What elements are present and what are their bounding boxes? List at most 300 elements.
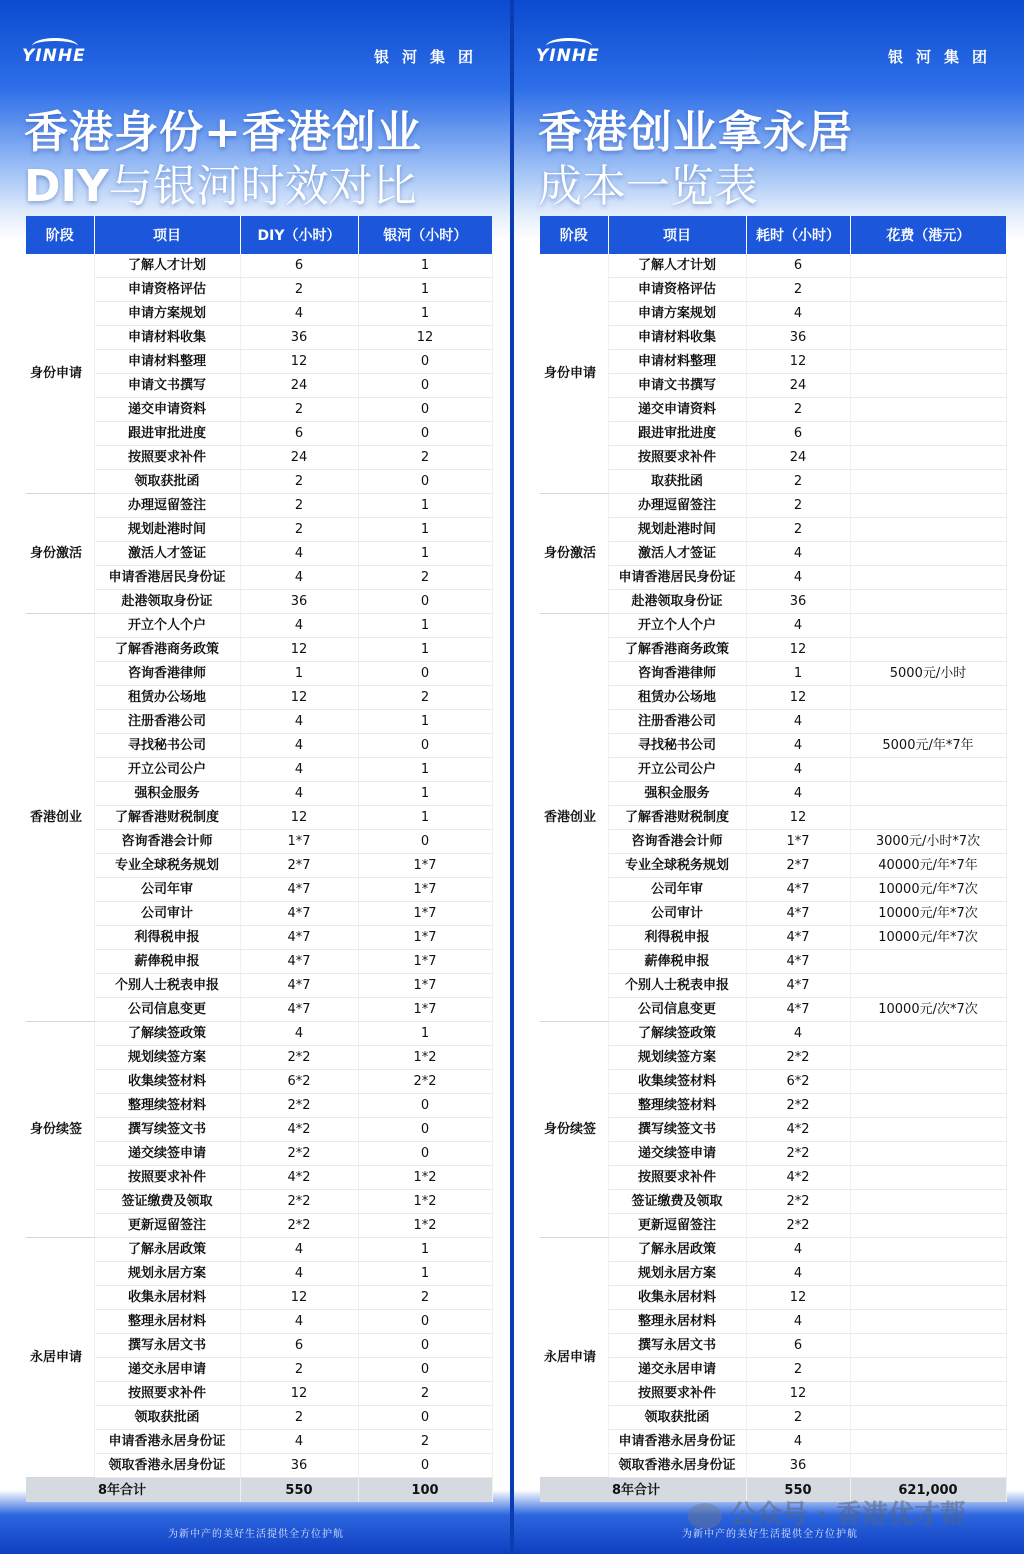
item-cell: 公司审计: [94, 902, 240, 926]
value-cell: 12: [746, 1382, 850, 1406]
value2-cell: [850, 1214, 1006, 1238]
item-cell: 寻找秘书公司: [94, 734, 240, 758]
right-poster: [512, 0, 1024, 1554]
item-cell: 规划赴港时间: [608, 518, 746, 542]
table-row: [26, 422, 492, 446]
company-name: 银河集团: [373, 48, 486, 66]
value2-cell: [850, 566, 1006, 590]
value-cell: 4: [746, 1262, 850, 1286]
table-header: [540, 216, 1006, 254]
stage-cell: 身份申请: [540, 254, 608, 494]
value-cell: 4*2: [746, 1118, 850, 1142]
item-cell: 规划续签方案: [608, 1046, 746, 1070]
value2-cell: 1: [358, 278, 492, 302]
header-yinhe: 银河（小时）: [358, 216, 492, 254]
item-cell: 申请材料收集: [608, 326, 746, 350]
table-row: [540, 1358, 1006, 1382]
table-row: [26, 974, 492, 998]
value-cell: 2*2: [746, 1142, 850, 1166]
item-cell: 办理逗留签注: [608, 494, 746, 518]
value2-cell: [850, 302, 1006, 326]
value-cell: 2: [240, 398, 358, 422]
table-row: [540, 878, 1006, 902]
value2-cell: 2*2: [358, 1070, 492, 1094]
header-stage: 阶段: [26, 216, 94, 254]
table-row: [540, 254, 1006, 278]
value2-cell: [850, 1382, 1006, 1406]
value2-cell: 0: [358, 662, 492, 686]
value-cell: 4*7: [746, 998, 850, 1022]
value-cell: 2*7: [240, 854, 358, 878]
value2-cell: [850, 1070, 1006, 1094]
value-cell: 2: [240, 1406, 358, 1430]
value-cell: 36: [240, 590, 358, 614]
item-cell: 递交续签申请: [94, 1142, 240, 1166]
table-row: [26, 1094, 492, 1118]
stage-cell: 永居申请: [540, 1238, 608, 1478]
value-cell: 1*7: [746, 830, 850, 854]
table-row: [26, 854, 492, 878]
item-cell: 更新逗留签注: [608, 1214, 746, 1238]
value2-cell: 0: [358, 470, 492, 494]
value-cell: 4: [240, 1238, 358, 1262]
item-cell: 个别人士税表申报: [608, 974, 746, 998]
table-row: [26, 806, 492, 830]
item-cell: 注册香港公司: [94, 710, 240, 734]
table-row: [26, 302, 492, 326]
item-cell: 公司信息变更: [608, 998, 746, 1022]
value2-cell: [850, 470, 1006, 494]
value2-cell: 2: [358, 1286, 492, 1310]
item-cell: 申请方案规划: [94, 302, 240, 326]
table-row: [26, 830, 492, 854]
item-cell: 递交续签申请: [608, 1142, 746, 1166]
value-cell: 4*7: [240, 998, 358, 1022]
item-cell: 规划续签方案: [94, 1046, 240, 1070]
value2-cell: 1: [358, 782, 492, 806]
value2-cell: [850, 1334, 1006, 1358]
item-cell: 收集永居材料: [608, 1286, 746, 1310]
value-cell: 6: [746, 1334, 850, 1358]
table-row: [540, 686, 1006, 710]
item-cell: 利得税申报: [608, 926, 746, 950]
value-cell: 4: [240, 782, 358, 806]
page-subtitle: DIY与银河时效对比: [24, 161, 417, 212]
item-cell: 整理永居材料: [94, 1310, 240, 1334]
item-cell: 咨询香港会计师: [94, 830, 240, 854]
value2-cell: 10000元/次*7次: [850, 998, 1006, 1022]
value-cell: 4: [240, 1310, 358, 1334]
item-cell: 申请文书撰写: [608, 374, 746, 398]
table-row: [26, 1190, 492, 1214]
item-cell: 了解续签政策: [608, 1022, 746, 1046]
item-cell: 领取香港永居身份证: [94, 1454, 240, 1478]
value2-cell: 0: [358, 1358, 492, 1382]
value2-cell: [850, 1286, 1006, 1310]
item-cell: 收集永居材料: [94, 1286, 240, 1310]
table-row: [540, 590, 1006, 614]
stage-cell: 身份激活: [26, 494, 94, 614]
item-cell: 个别人士税表申报: [94, 974, 240, 998]
table-row: [26, 1046, 492, 1070]
item-cell: 了解续签政策: [94, 1022, 240, 1046]
table-row: [540, 1142, 1006, 1166]
table-row: [26, 1214, 492, 1238]
value-cell: 4*7: [240, 878, 358, 902]
value2-cell: 1*7: [358, 998, 492, 1022]
value2-cell: 12: [358, 326, 492, 350]
item-cell: 了解永居政策: [94, 1238, 240, 1262]
table-row: [26, 686, 492, 710]
value-cell: 4: [746, 1022, 850, 1046]
item-cell: 咨询香港律师: [608, 662, 746, 686]
value-cell: 12: [746, 350, 850, 374]
value2-cell: 0: [358, 590, 492, 614]
value2-cell: [850, 1118, 1006, 1142]
table-row: [540, 926, 1006, 950]
value-cell: 4*7: [746, 974, 850, 998]
value2-cell: [850, 710, 1006, 734]
value-cell: 4*2: [746, 1166, 850, 1190]
value2-cell: [850, 1430, 1006, 1454]
value2-cell: [850, 1454, 1006, 1478]
value2-cell: [850, 326, 1006, 350]
value2-cell: 3000元/小时*7次: [850, 830, 1006, 854]
item-cell: 递交申请资料: [94, 398, 240, 422]
header-item: 项目: [608, 216, 746, 254]
value-cell: 2*2: [240, 1046, 358, 1070]
value2-cell: [850, 518, 1006, 542]
page-subtitle: 成本一览表: [538, 161, 758, 212]
header-cost: 花费（港元）: [850, 216, 1006, 254]
table-row: [540, 566, 1006, 590]
table-row: [540, 350, 1006, 374]
value2-cell: 1: [358, 614, 492, 638]
value2-cell: [850, 350, 1006, 374]
comparison-table: [26, 216, 492, 1502]
table-row: [26, 374, 492, 398]
item-cell: 签证缴费及领取: [94, 1190, 240, 1214]
table-row: [26, 1382, 492, 1406]
table-row: [540, 1118, 1006, 1142]
item-cell: 专业全球税务规划: [608, 854, 746, 878]
item-cell: 开立公司公户: [94, 758, 240, 782]
item-cell: 递交永居申请: [608, 1358, 746, 1382]
value2-cell: [850, 374, 1006, 398]
item-cell: 申请香港居民身份证: [608, 566, 746, 590]
value-cell: 4: [746, 782, 850, 806]
item-cell: 了解香港商务政策: [608, 638, 746, 662]
table-row: [540, 758, 1006, 782]
table-row: [26, 350, 492, 374]
total-value: 550: [746, 1478, 850, 1502]
value2-cell: 1*7: [358, 854, 492, 878]
table-row: [540, 950, 1006, 974]
table-row: [540, 494, 1006, 518]
value2-cell: 1: [358, 1262, 492, 1286]
value2-cell: [850, 1406, 1006, 1430]
value2-cell: [850, 422, 1006, 446]
value2-cell: 0: [358, 1142, 492, 1166]
table-row: [540, 422, 1006, 446]
value-cell: 4*2: [240, 1118, 358, 1142]
value-cell: 12: [240, 806, 358, 830]
table-row: [26, 470, 492, 494]
table-row: [26, 926, 492, 950]
value2-cell: [850, 446, 1006, 470]
item-cell: 租赁办公场地: [94, 686, 240, 710]
value-cell: 2: [746, 470, 850, 494]
value2-cell: 0: [358, 422, 492, 446]
value2-cell: [850, 1022, 1006, 1046]
value-cell: 4: [240, 1022, 358, 1046]
item-cell: 了解香港财税制度: [94, 806, 240, 830]
value-cell: 2*2: [746, 1190, 850, 1214]
item-cell: 了解人才计划: [608, 254, 746, 278]
value-cell: 4: [746, 758, 850, 782]
value-cell: 4: [240, 302, 358, 326]
value-cell: 4: [240, 1262, 358, 1286]
item-cell: 撰写永居文书: [608, 1334, 746, 1358]
value-cell: 4: [240, 566, 358, 590]
table-row: [26, 1166, 492, 1190]
value-cell: 2: [240, 1358, 358, 1382]
item-cell: 按照要求补件: [608, 446, 746, 470]
item-cell: 取获批函: [608, 470, 746, 494]
value-cell: 12: [240, 350, 358, 374]
value2-cell: 0: [358, 398, 492, 422]
table-row: [26, 1406, 492, 1430]
item-cell: 按照要求补件: [608, 1166, 746, 1190]
value-cell: 4*7: [746, 878, 850, 902]
item-cell: 公司信息变更: [94, 998, 240, 1022]
value-cell: 12: [746, 806, 850, 830]
table-row: [26, 950, 492, 974]
item-cell: 强积金服务: [608, 782, 746, 806]
table-row: [540, 326, 1006, 350]
company-name: 银河集团: [887, 48, 1000, 66]
item-cell: 咨询香港律师: [94, 662, 240, 686]
value2-cell: [850, 686, 1006, 710]
value2-cell: 10000元/年*7次: [850, 926, 1006, 950]
value2-cell: 1: [358, 542, 492, 566]
value2-cell: [850, 638, 1006, 662]
item-cell: 收集续签材料: [608, 1070, 746, 1094]
value-cell: 4: [746, 710, 850, 734]
value2-cell: 1: [358, 758, 492, 782]
table-row: [540, 398, 1006, 422]
item-cell: 签证缴费及领取: [608, 1190, 746, 1214]
value-cell: 4: [746, 566, 850, 590]
value-cell: 12: [746, 638, 850, 662]
table-row: [540, 1070, 1006, 1094]
item-cell: 赴港领取身份证: [94, 590, 240, 614]
table-row: [540, 998, 1006, 1022]
item-cell: 开立公司公户: [608, 758, 746, 782]
table-row: [540, 614, 1006, 638]
value-cell: 4*7: [240, 926, 358, 950]
value-cell: 2: [746, 1406, 850, 1430]
item-cell: 了解永居政策: [608, 1238, 746, 1262]
table-row: [540, 638, 1006, 662]
value-cell: 4: [240, 734, 358, 758]
table-row: [540, 974, 1006, 998]
value-cell: 4: [240, 1430, 358, 1454]
value2-cell: 10000元/年*7次: [850, 878, 1006, 902]
value2-cell: [850, 1238, 1006, 1262]
table-row: [26, 326, 492, 350]
item-cell: 申请文书撰写: [94, 374, 240, 398]
table-row: [540, 1382, 1006, 1406]
stage-cell: 身份续签: [26, 1022, 94, 1238]
value2-cell: [850, 398, 1006, 422]
value2-cell: 2: [358, 1382, 492, 1406]
value2-cell: 0: [358, 1094, 492, 1118]
table-row: [26, 590, 492, 614]
value-cell: 4: [240, 758, 358, 782]
value2-cell: 5000元/小时: [850, 662, 1006, 686]
value2-cell: 1*7: [358, 974, 492, 998]
page-title: 香港创业拿永居: [538, 107, 853, 158]
cost-table: [540, 216, 1006, 1502]
item-cell: 利得税申报: [94, 926, 240, 950]
value-cell: 1: [746, 662, 850, 686]
item-cell: 整理永居材料: [608, 1310, 746, 1334]
total-row: [26, 1478, 492, 1502]
table-row: [540, 1286, 1006, 1310]
item-cell: 申请香港永居身份证: [94, 1430, 240, 1454]
table-row: [26, 638, 492, 662]
value2-cell: [850, 758, 1006, 782]
table-row: [540, 854, 1006, 878]
table-row: [540, 470, 1006, 494]
value2-cell: 2: [358, 686, 492, 710]
table-row: [26, 1118, 492, 1142]
table-row: [540, 1214, 1006, 1238]
table-row: [540, 518, 1006, 542]
value2-cell: [850, 614, 1006, 638]
item-cell: 领取获批函: [608, 1406, 746, 1430]
value-cell: 2: [746, 494, 850, 518]
table-row: [26, 518, 492, 542]
wechat-icon: [688, 1503, 722, 1529]
item-cell: 按照要求补件: [94, 446, 240, 470]
value2-cell: 1*7: [358, 950, 492, 974]
item-cell: 开立个人个户: [94, 614, 240, 638]
table-row: [540, 1406, 1006, 1430]
table-row: [540, 1022, 1006, 1046]
table-row: [540, 1454, 1006, 1478]
value-cell: 4: [240, 710, 358, 734]
value2-cell: [850, 1358, 1006, 1382]
table-row: [540, 1310, 1006, 1334]
item-cell: 规划赴港时间: [94, 518, 240, 542]
item-cell: 收集续签材料: [94, 1070, 240, 1094]
table-row: [26, 1022, 492, 1046]
value-cell: 6: [240, 1334, 358, 1358]
item-cell: 领取香港永居身份证: [608, 1454, 746, 1478]
table-row: [26, 998, 492, 1022]
value-cell: 36: [240, 1454, 358, 1478]
total-value: 621,000: [850, 1478, 1006, 1502]
table-row: [26, 1070, 492, 1094]
value2-cell: 0: [358, 734, 492, 758]
table-row: [540, 302, 1006, 326]
item-cell: 开立个人个户: [608, 614, 746, 638]
value-cell: 4: [746, 542, 850, 566]
table-row: [540, 446, 1006, 470]
value2-cell: 0: [358, 1334, 492, 1358]
value2-cell: 1*2: [358, 1214, 492, 1238]
stage-cell: 身份申请: [26, 254, 94, 494]
value2-cell: [850, 1166, 1006, 1190]
table-row: [26, 542, 492, 566]
footer-slogan: 为新中产的美好生活提供全方位护航: [682, 1529, 858, 1540]
total-value: 550: [240, 1478, 358, 1502]
value-cell: 1: [240, 662, 358, 686]
item-cell: 赴港领取身份证: [608, 590, 746, 614]
value2-cell: 0: [358, 1454, 492, 1478]
item-cell: 撰写续签文书: [94, 1118, 240, 1142]
total-value: 100: [358, 1478, 492, 1502]
header-stage: 阶段: [540, 216, 608, 254]
item-cell: 整理续签材料: [94, 1094, 240, 1118]
item-cell: 公司年审: [608, 878, 746, 902]
value2-cell: 1: [358, 710, 492, 734]
value2-cell: 1: [358, 1238, 492, 1262]
value-cell: 2: [746, 398, 850, 422]
item-cell: 跟进审批进度: [94, 422, 240, 446]
table-row: [540, 1430, 1006, 1454]
item-cell: 按照要求补件: [94, 1382, 240, 1406]
value-cell: 6: [746, 254, 850, 278]
value2-cell: 5000元/年*7年: [850, 734, 1006, 758]
value2-cell: [850, 782, 1006, 806]
value2-cell: 1*2: [358, 1190, 492, 1214]
value-cell: 4*7: [746, 950, 850, 974]
value-cell: 6*2: [240, 1070, 358, 1094]
table-row: [540, 542, 1006, 566]
item-cell: 按照要求补件: [94, 1166, 240, 1190]
value2-cell: 2: [358, 446, 492, 470]
value-cell: 12: [240, 1286, 358, 1310]
item-cell: 规划永居方案: [608, 1262, 746, 1286]
item-cell: 申请香港永居身份证: [608, 1430, 746, 1454]
table-row: [26, 566, 492, 590]
value-cell: 24: [746, 374, 850, 398]
value2-cell: 1*2: [358, 1166, 492, 1190]
value-cell: 6: [240, 422, 358, 446]
stage-cell: 香港创业: [540, 614, 608, 1022]
item-cell: 薪俸税申报: [94, 950, 240, 974]
item-cell: 了解香港商务政策: [94, 638, 240, 662]
value-cell: 4: [746, 1310, 850, 1334]
value-cell: 2: [240, 494, 358, 518]
value-cell: 24: [240, 374, 358, 398]
value-cell: 2: [240, 518, 358, 542]
value-cell: 2*2: [240, 1142, 358, 1166]
header-item: 项目: [94, 216, 240, 254]
item-cell: 撰写永居文书: [94, 1334, 240, 1358]
stage-cell: 永居申请: [26, 1238, 94, 1478]
value2-cell: [850, 278, 1006, 302]
value-cell: 4: [746, 1238, 850, 1262]
value-cell: 36: [240, 326, 358, 350]
item-cell: 咨询香港会计师: [608, 830, 746, 854]
value-cell: 4: [746, 734, 850, 758]
value2-cell: 10000元/年*7次: [850, 902, 1006, 926]
value-cell: 4*7: [746, 926, 850, 950]
